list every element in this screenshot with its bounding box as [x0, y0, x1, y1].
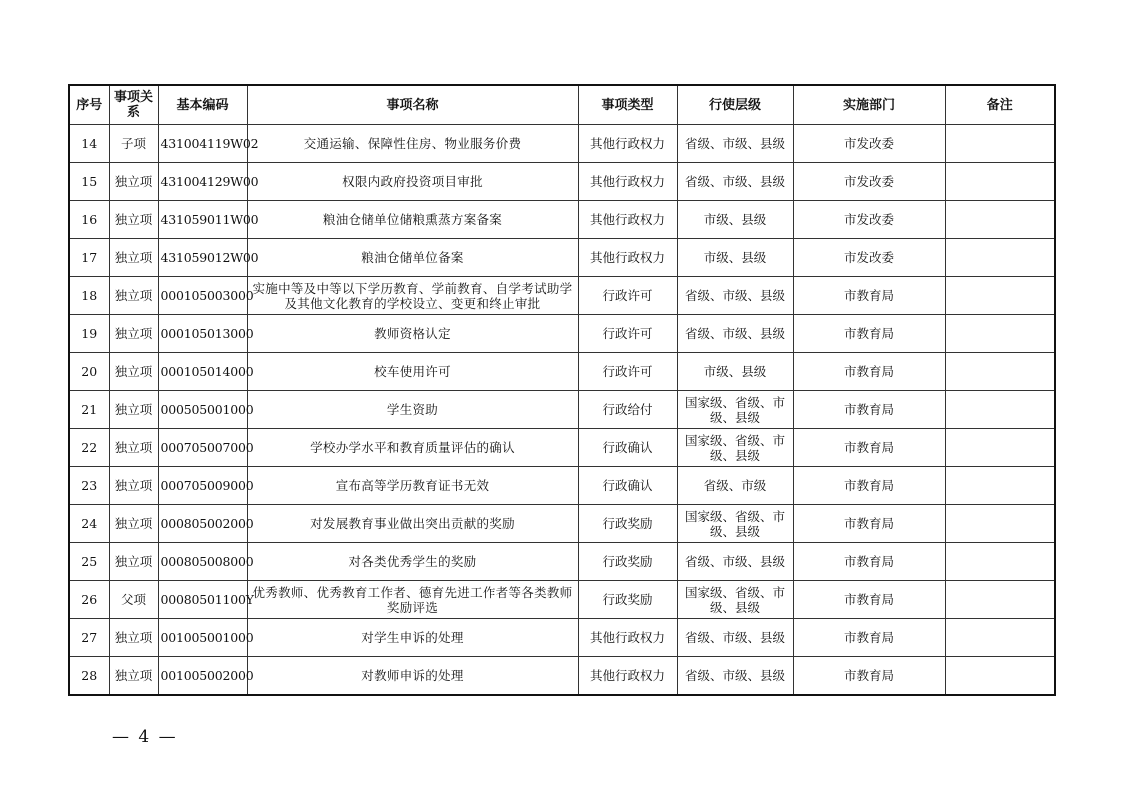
cell-dept: 市教育局: [793, 657, 945, 696]
cell-relation: 独立项: [109, 201, 158, 239]
cell-name: 对各类优秀学生的奖励: [247, 543, 578, 581]
cell-type: 行政奖励: [578, 543, 677, 581]
cell-level: 国家级、省级、市级、县级: [677, 429, 793, 467]
col-header-relation: 事项关系: [109, 85, 158, 125]
table-row: [69, 543, 1055, 581]
cell-dept: 市教育局: [793, 619, 945, 657]
cell-name: 对发展教育事业做出突出贡献的奖励: [247, 505, 578, 543]
cell-serial: 28: [69, 657, 109, 696]
cell-level: 省级、市级、县级: [677, 163, 793, 201]
cell-note: [945, 315, 1055, 353]
table-row: [69, 163, 1055, 201]
cell-type: 行政确认: [578, 467, 677, 505]
table-row: [69, 505, 1055, 543]
cell-name: 实施中等及中等以下学历教育、学前教育、自学考试助学及其他文化教育的学校设立、变更和终止审批: [247, 277, 578, 315]
cell-name: 学生资助: [247, 391, 578, 429]
cell-note: [945, 163, 1055, 201]
cell-name: 交通运输、保障性住房、物业服务价费: [247, 125, 578, 163]
cell-relation: 独立项: [109, 239, 158, 277]
cell-level: 国家级、省级、市级、县级: [677, 391, 793, 429]
cell-dept: 市教育局: [793, 277, 945, 315]
cell-dept: 市教育局: [793, 353, 945, 391]
col-header-level: 行使层级: [677, 85, 793, 125]
cell-note: [945, 581, 1055, 619]
table-row: [69, 201, 1055, 239]
cell-level: 省级、市级、县级: [677, 657, 793, 696]
cell-code: 001005002000: [158, 657, 247, 696]
col-header-name: 事项名称: [247, 85, 578, 125]
cell-code: 431059012W00: [158, 239, 247, 277]
cell-dept: 市发改委: [793, 201, 945, 239]
cell-code: 431059011W00: [158, 201, 247, 239]
cell-relation: 独立项: [109, 277, 158, 315]
cell-dept: 市教育局: [793, 505, 945, 543]
cell-note: [945, 391, 1055, 429]
cell-serial: 26: [69, 581, 109, 619]
cell-note: [945, 201, 1055, 239]
cell-serial: 17: [69, 239, 109, 277]
cell-serial: 21: [69, 391, 109, 429]
cell-type: 其他行政权力: [578, 239, 677, 277]
cell-dept: 市教育局: [793, 429, 945, 467]
cell-level: 市级、县级: [677, 239, 793, 277]
cell-serial: 27: [69, 619, 109, 657]
cell-type: 行政许可: [578, 277, 677, 315]
table-row: [69, 619, 1055, 657]
cell-type: 行政奖励: [578, 581, 677, 619]
cell-name: 粮油仓储单位储粮熏蒸方案备案: [247, 201, 578, 239]
cell-note: [945, 619, 1055, 657]
cell-relation: 独立项: [109, 657, 158, 696]
cell-serial: 15: [69, 163, 109, 201]
cell-code: 000105013000: [158, 315, 247, 353]
cell-note: [945, 277, 1055, 315]
cell-name: 对学生申诉的处理: [247, 619, 578, 657]
cell-relation: 独立项: [109, 505, 158, 543]
table-body: [69, 125, 1055, 696]
table-row: [69, 467, 1055, 505]
cell-relation: 独立项: [109, 353, 158, 391]
cell-relation: 独立项: [109, 429, 158, 467]
cell-level: 省级、市级、县级: [677, 277, 793, 315]
cell-code: 000805008000: [158, 543, 247, 581]
cell-dept: 市教育局: [793, 391, 945, 429]
cell-note: [945, 239, 1055, 277]
cell-serial: 24: [69, 505, 109, 543]
cell-type: 其他行政权力: [578, 619, 677, 657]
cell-relation: 独立项: [109, 543, 158, 581]
cell-note: [945, 125, 1055, 163]
items-table: [68, 84, 1056, 696]
cell-serial: 16: [69, 201, 109, 239]
table-row: [69, 581, 1055, 619]
cell-level: 市级、县级: [677, 353, 793, 391]
table-row: [69, 277, 1055, 315]
cell-level: 国家级、省级、市级、县级: [677, 505, 793, 543]
col-header-dept: 实施部门: [793, 85, 945, 125]
table-row: [69, 657, 1055, 696]
cell-type: 其他行政权力: [578, 201, 677, 239]
cell-level: 省级、市级、县级: [677, 315, 793, 353]
cell-note: [945, 505, 1055, 543]
cell-serial: 25: [69, 543, 109, 581]
cell-dept: 市教育局: [793, 467, 945, 505]
cell-note: [945, 543, 1055, 581]
cell-relation: 父项: [109, 581, 158, 619]
cell-code: 431004129W00: [158, 163, 247, 201]
col-header-code: 基本编码: [158, 85, 247, 125]
cell-name: 粮油仓储单位备案: [247, 239, 578, 277]
cell-level: 省级、市级、县级: [677, 543, 793, 581]
cell-name: 校车使用许可: [247, 353, 578, 391]
cell-dept: 市教育局: [793, 315, 945, 353]
cell-dept: 市教育局: [793, 581, 945, 619]
cell-dept: 市发改委: [793, 125, 945, 163]
cell-code: 000105003000: [158, 277, 247, 315]
table-row: [69, 353, 1055, 391]
table-header-row: [69, 85, 1055, 125]
cell-dept: 市发改委: [793, 239, 945, 277]
cell-name: 权限内政府投资项目审批: [247, 163, 578, 201]
cell-code: 000705009000: [158, 467, 247, 505]
cell-relation: 独立项: [109, 467, 158, 505]
cell-relation: 独立项: [109, 163, 158, 201]
cell-name: 宣布高等学历教育证书无效: [247, 467, 578, 505]
cell-dept: 市教育局: [793, 543, 945, 581]
cell-note: [945, 657, 1055, 696]
page-number: — 4 —: [112, 727, 178, 747]
cell-level: 国家级、省级、市级、县级: [677, 581, 793, 619]
cell-code: 001005001000: [158, 619, 247, 657]
table-row: [69, 315, 1055, 353]
table-row: [69, 391, 1055, 429]
cell-name: 学校办学水平和教育质量评估的确认: [247, 429, 578, 467]
cell-serial: 18: [69, 277, 109, 315]
cell-note: [945, 467, 1055, 505]
cell-type: 行政奖励: [578, 505, 677, 543]
cell-relation: 子项: [109, 125, 158, 163]
cell-level: 省级、市级、县级: [677, 619, 793, 657]
cell-type: 行政确认: [578, 429, 677, 467]
table-row: [69, 429, 1055, 467]
cell-type: 其他行政权力: [578, 163, 677, 201]
cell-type: 其他行政权力: [578, 657, 677, 696]
cell-name: 教师资格认定: [247, 315, 578, 353]
cell-type: 行政许可: [578, 315, 677, 353]
cell-relation: 独立项: [109, 619, 158, 657]
cell-dept: 市发改委: [793, 163, 945, 201]
cell-note: [945, 429, 1055, 467]
col-header-serial: 序号: [69, 85, 109, 125]
cell-name: 对教师申诉的处理: [247, 657, 578, 696]
cell-serial: 20: [69, 353, 109, 391]
table-row: [69, 125, 1055, 163]
cell-level: 省级、市级、县级: [677, 125, 793, 163]
col-header-type: 事项类型: [578, 85, 677, 125]
cell-type: 行政给付: [578, 391, 677, 429]
table-row: [69, 239, 1055, 277]
cell-code: 000505001000: [158, 391, 247, 429]
col-header-note: 备注: [945, 85, 1055, 125]
cell-level: 省级、市级: [677, 467, 793, 505]
cell-relation: 独立项: [109, 315, 158, 353]
cell-code: 000705007000: [158, 429, 247, 467]
cell-code: 431004119W02: [158, 125, 247, 163]
cell-code: 000805002000: [158, 505, 247, 543]
cell-code: 00080501100Y: [158, 581, 247, 619]
cell-type: 其他行政权力: [578, 125, 677, 163]
cell-serial: 19: [69, 315, 109, 353]
cell-serial: 23: [69, 467, 109, 505]
cell-serial: 14: [69, 125, 109, 163]
cell-serial: 22: [69, 429, 109, 467]
cell-note: [945, 353, 1055, 391]
cell-relation: 独立项: [109, 391, 158, 429]
cell-type: 行政许可: [578, 353, 677, 391]
cell-code: 000105014000: [158, 353, 247, 391]
cell-level: 市级、县级: [677, 201, 793, 239]
cell-name: 优秀教师、优秀教育工作者、德育先进工作者等各类教师奖励评选: [247, 581, 578, 619]
